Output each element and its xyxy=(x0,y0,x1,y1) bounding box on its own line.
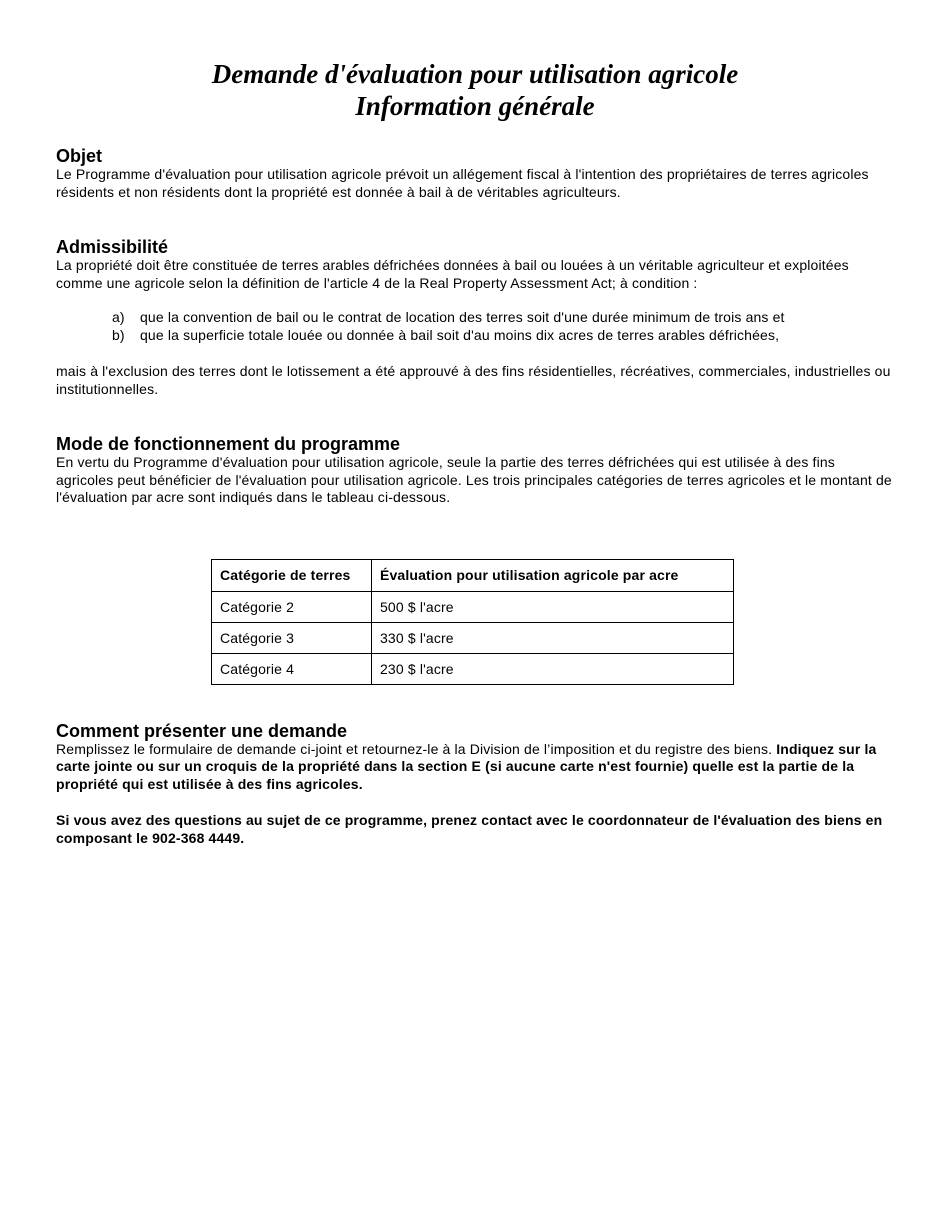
table-row xyxy=(212,653,734,684)
admissibilite-text: La propriété doit être constituée de terres arables défrichées données à bail ou louées à un véritable agriculteur et exploitées comme une agricole selon la définition de l'article 4 de la Real Property Assessment Act; à condition : xyxy=(56,257,849,291)
comment-text xyxy=(56,741,894,794)
table-cell-evaluation: 500 $ l'acre xyxy=(372,591,734,622)
document-title xyxy=(56,58,894,122)
comment-text-bold: Indiquez sur la carte jointe ou sur un croquis de la propriété dans la section E (si aucune carte n'est fournie) quelle est la partie de la propriété qui est utilisée à des fins agricoles. xyxy=(56,740,877,792)
admissibilite-heading: Admissibilité xyxy=(56,237,169,257)
condition-letter: b) xyxy=(112,326,125,343)
document-page xyxy=(56,0,894,847)
title-line-2: Information générale xyxy=(355,91,595,121)
condition-text: que la convention de bail ou le contrat de location des terres soit d'une durée minimum de trois ans et xyxy=(140,309,785,325)
objet-heading: Objet xyxy=(56,146,103,166)
header-evaluation: Évaluation pour utilisation agricole par acre xyxy=(372,559,734,591)
mode-heading: Mode de fonctionnement du programme xyxy=(56,434,401,454)
comment-heading: Comment présenter une demande xyxy=(56,720,348,741)
table-cell-evaluation: 330 $ l'acre xyxy=(372,622,734,653)
condition-item xyxy=(112,309,894,327)
conditions-list xyxy=(56,309,894,344)
condition-item xyxy=(112,327,894,345)
condition-letter: a) xyxy=(112,309,125,325)
table-cell-categorie: Catégorie 3 xyxy=(212,622,372,653)
section-comment-presenter xyxy=(56,721,894,848)
table-cell-evaluation: 230 $ l'acre xyxy=(372,653,734,684)
table-row xyxy=(212,622,734,653)
table-cell-categorie: Catégorie 4 xyxy=(212,653,372,684)
section-mode-fonctionnement xyxy=(56,434,894,507)
title-line-1: Demande d'évaluation pour utilisation agricole xyxy=(211,59,739,89)
condition-text: que la superficie totale louée ou donnée à bail soit d'au moins dix acres de terres arables défrichées, xyxy=(140,326,780,343)
contact-text: Si vous avez des questions au sujet de ce programme, prenez contact avec le coordonnateur de l'évaluation des biens en composant le 902-368 4449. xyxy=(56,812,883,846)
header-categorie: Catégorie de terres xyxy=(212,559,372,591)
table-header-row xyxy=(212,559,734,591)
evaluation-table xyxy=(211,559,734,685)
mode-text: En vertu du Programme d'évaluation pour utilisation agricole, seule la partie des terres défrichées qui est utilisée à des fins agricoles peut bénéficier de l'évaluation pour utilisation agricole. Les trois principales catégories de terres agricoles et le montant de l'évaluation par acre sont indiqués dans le tableau ci-dessous. xyxy=(56,454,892,505)
section-objet xyxy=(56,146,894,201)
table-row xyxy=(212,591,734,622)
table-cell-categorie: Catégorie 2 xyxy=(212,591,372,622)
section-admissibilite xyxy=(56,237,894,398)
comment-text-plain: Remplissez le formulaire de demande ci-joint et retournez-le à la Division de l’imposition et du registre des biens. xyxy=(56,740,777,757)
exclusion-text: mais à l'exclusion des terres dont le lotissement a été approuvé à des fins résidentielles, récréatives, commerciales, industrielles ou institutionnelles. xyxy=(56,363,891,397)
objet-text: Le Programme d'évaluation pour utilisation agricole prévoit un allégement fiscal à l'intention des propriétaires de terres agricoles résidents et non résidents dont la propriété est donnée à bail à de véritables agriculteurs. xyxy=(56,166,869,200)
